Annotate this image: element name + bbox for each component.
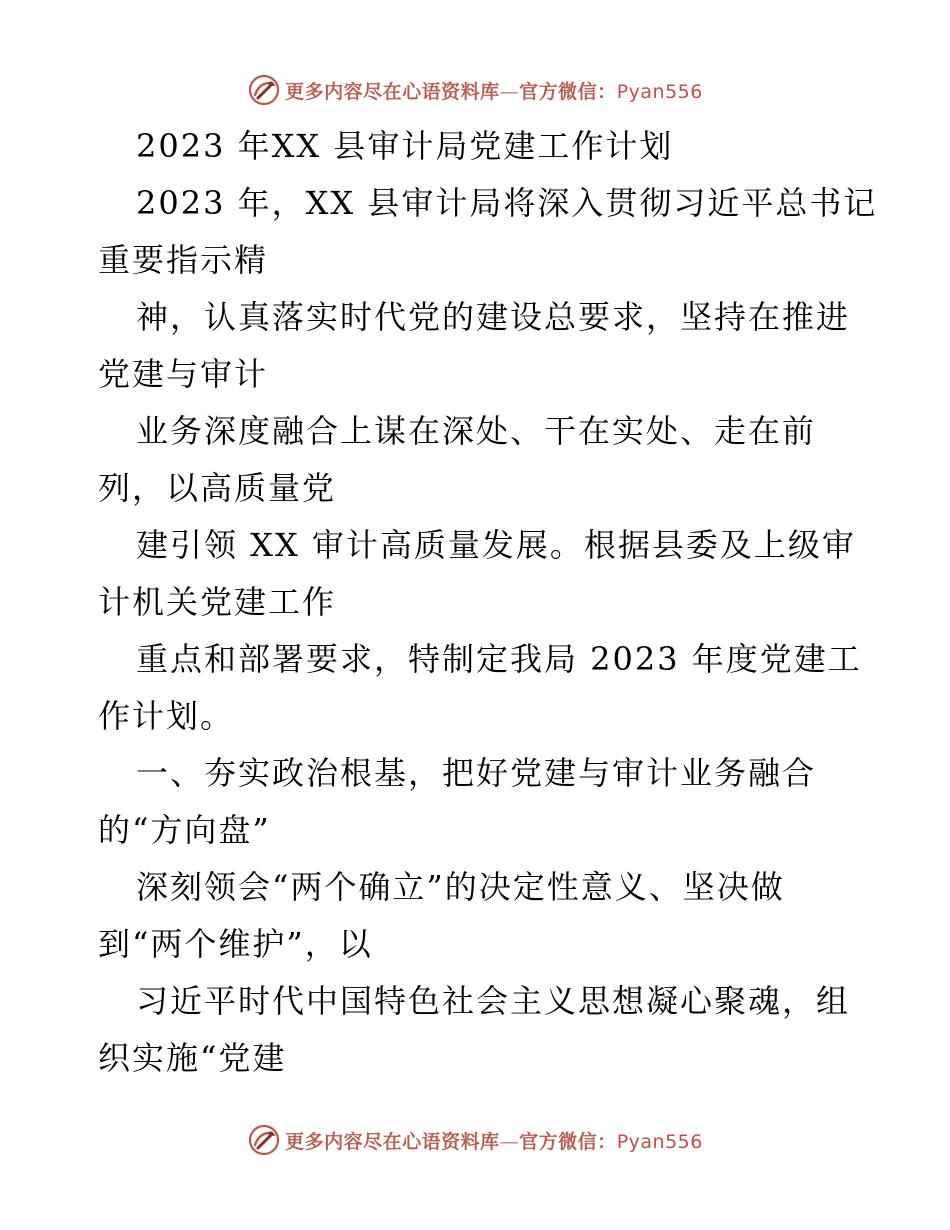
- document-line: 神，认真落实时代党的建设总要求，坚持在推进: [136, 298, 851, 336]
- watermark-brand: 更多内容尽在心语资料库: [285, 1130, 500, 1153]
- watermark-wechat-id: Pyan556: [616, 80, 703, 103]
- document-line: 的“方向盘”: [98, 811, 271, 849]
- watermark-wechat-label: 官方微信：: [519, 80, 617, 103]
- document-line: 深刻领会“两个确立”的决定性意义、坚决做: [136, 868, 785, 906]
- brand-logo-icon: [247, 73, 281, 107]
- document-line: 党建与审计: [98, 355, 269, 393]
- watermark-brand: 更多内容尽在心语资料库: [285, 80, 500, 103]
- document-line: 作计划。: [98, 697, 235, 735]
- watermark-text: [285, 1127, 703, 1154]
- document-line: 重点和部署要求，特制定我局 2023 年度党建工: [136, 640, 862, 678]
- watermark-wechat-label: 官方微信：: [519, 1130, 617, 1153]
- document-line: 重要指示精: [98, 241, 269, 279]
- document-line: 到“两个维护”，以: [98, 925, 373, 963]
- document-line: 2023 年XX 县审计局党建工作计划: [136, 127, 674, 165]
- document-line: 业务深度融合上谋在深处、干在实处、走在前: [136, 412, 817, 450]
- brand-logo-icon: [247, 1123, 281, 1157]
- document-line: 一、夯实政治根基，把好党建与审计业务融合: [136, 754, 817, 792]
- document-line: 建引领 XX 审计高质量发展。根据县委及上级审: [136, 526, 856, 564]
- document-line: 列，以高质量党: [98, 469, 337, 507]
- document-line: 计机关党建工作: [98, 583, 337, 621]
- document-line: 2023 年，XX 县审计局将深入贯彻习近平总书记: [136, 184, 878, 222]
- document-line: 织实施“党建: [98, 1039, 287, 1077]
- footer-watermark: [0, 1120, 950, 1160]
- watermark-wechat-id: Pyan556: [616, 1130, 703, 1153]
- watermark-separator: —: [499, 1130, 520, 1153]
- watermark-text: [285, 77, 703, 104]
- document-line: 习近平时代中国特色社会主义思想凝心聚魂，组: [136, 982, 851, 1020]
- document-body: [98, 118, 878, 1087]
- watermark-separator: —: [499, 80, 520, 103]
- header-watermark: [0, 70, 950, 110]
